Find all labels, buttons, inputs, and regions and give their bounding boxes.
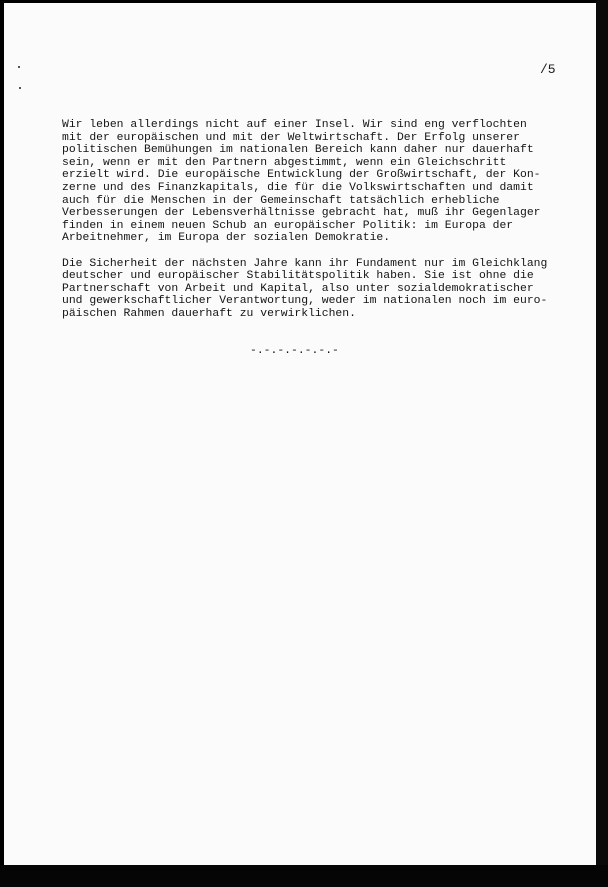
text-line: Arbeitnehmer, im Europa der sozialen Demokratie.: [62, 232, 391, 245]
text-line: mit der europäischen und mit der Weltwirtschaft. Der Erfolg unserer: [62, 131, 520, 144]
document-page: [4, 3, 596, 865]
end-separator: -.-.-.-.-.-.-: [250, 345, 339, 357]
paragraph-2: [62, 258, 592, 321]
text-line: politischen Bemühungen im nationalen Bereich kann daher nur dauerhaft: [62, 144, 534, 157]
page-number: /5: [540, 62, 556, 77]
text-line: und gewerkschaftlicher Verantwortung, weder im nationalen noch im euro-: [62, 295, 548, 308]
text-line: Verbesserungen der Lebensverhältnisse gebracht hat, muß ihr Gegenlager: [62, 207, 541, 220]
text-line: auch für die Menschen in der Gemeinschaft tatsächlich erhebliche: [62, 194, 500, 207]
text-line: finden in einem neuen Schub an europäischer Politik: im Europa der: [62, 219, 514, 232]
text-line: Die Sicherheit der nächsten Jahre kann ihr Fundament nur im Gleichklang: [62, 257, 548, 270]
paragraph-1: [62, 119, 592, 245]
scan-speck: [18, 66, 20, 68]
text-line: Wir leben allerdings nicht auf einer Insel. Wir sind eng verflochten: [62, 119, 527, 131]
scan-border-bottom: [0, 865, 608, 887]
text-line: sein, wenn er mit den Partnern abgestimmt, wenn ein Gleichschritt: [62, 156, 507, 169]
text-line: päischen Rahmen dauerhaft zu verwirklichen.: [62, 307, 356, 320]
scan-speck: [19, 87, 21, 89]
text-line: erzielt wird. Die europäische Entwicklung der Großwirtschaft, der Kon-: [62, 169, 541, 182]
text-line: deutscher und europäischer Stabilitätspolitik haben. Sie ist ohne die: [62, 270, 534, 283]
document-body: [62, 119, 592, 333]
text-line: zerne und des Finanzkapitals, die für die Volkswirtschaften und damit: [62, 181, 534, 194]
text-line: Partnerschaft von Arbeit und Kapital, also unter sozialdemokratischer: [62, 282, 534, 295]
scan-border-right: [596, 0, 608, 887]
